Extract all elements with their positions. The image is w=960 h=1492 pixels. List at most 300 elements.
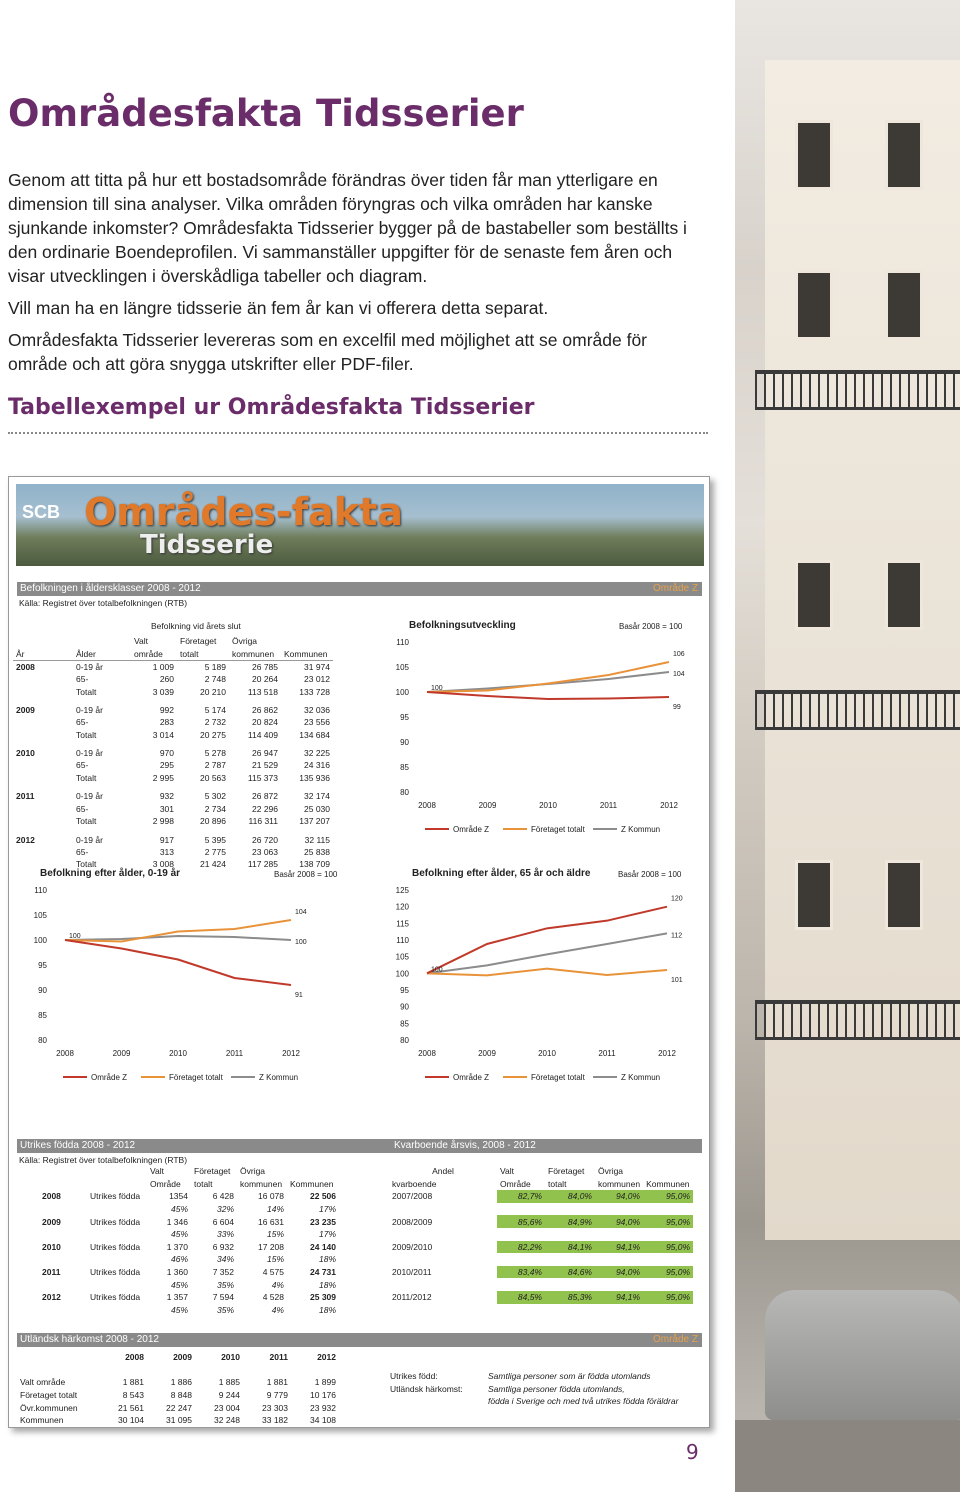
- table-cell: [13, 846, 73, 859]
- table-cell: [195, 1364, 243, 1377]
- table-cell: 17%: [318, 1229, 336, 1240]
- table-cell: 16 631: [258, 1216, 284, 1227]
- table-cell: 23 235: [310, 1216, 336, 1227]
- table-cell: Totalt: [76, 859, 97, 870]
- table-cell: 46%: [170, 1254, 188, 1265]
- series-line-1: [427, 969, 667, 976]
- table-cell: [643, 1304, 693, 1317]
- table-row: [13, 815, 333, 828]
- table-cell: [389, 1253, 497, 1266]
- table-cell: 2009: [16, 704, 35, 715]
- table-cell: 20 896: [200, 816, 226, 827]
- table-row: [13, 802, 333, 815]
- table-cell: 2 998: [152, 816, 174, 827]
- table-cell: 260: [159, 674, 174, 685]
- table-cell: 5 395: [204, 834, 226, 845]
- table-header-row: [17, 1351, 339, 1364]
- table-cell: [545, 1228, 595, 1241]
- table-cell: 23 012: [304, 674, 330, 685]
- column-header: Område: [150, 1178, 181, 1189]
- column-header: 2008: [125, 1352, 144, 1363]
- intro-paragraph: Vill man ha en längre tidsserie än fem år kan vi offerera detta separat.: [8, 298, 549, 318]
- column-header: [39, 1178, 87, 1191]
- y-tick-label: 85: [400, 1019, 409, 1029]
- table-cell: 21 561: [118, 1402, 144, 1413]
- table-cell: 20 210: [200, 686, 226, 697]
- table-cell: 7 352: [212, 1267, 234, 1278]
- table-row: [39, 1266, 339, 1279]
- scb-logo: SCB: [22, 502, 61, 522]
- table-header-row: [389, 1178, 693, 1191]
- column-header: [287, 1165, 339, 1178]
- x-tick-label: 2010: [539, 801, 557, 810]
- table-cell: 2008/2009: [392, 1216, 433, 1227]
- legend-label: Z Kommun: [621, 825, 661, 834]
- table-row: [13, 698, 333, 716]
- table-cell: 94,0%: [595, 1266, 643, 1279]
- table-cell: [497, 1253, 545, 1266]
- table-row: [17, 1389, 339, 1402]
- table-cell: 65-: [76, 760, 89, 771]
- series-line-0: [427, 692, 669, 699]
- x-tick-label: 2012: [282, 1049, 300, 1058]
- table-cell: 94,0%: [595, 1190, 643, 1203]
- table-cell: 2007/2008: [392, 1191, 433, 1202]
- window: [885, 270, 923, 340]
- table-cell: [595, 1228, 643, 1241]
- table-cell: Totalt: [76, 773, 97, 784]
- y-tick-label: 90: [400, 1002, 409, 1012]
- table-cell: 8 848: [170, 1390, 192, 1401]
- table-spacer: [17, 1364, 339, 1377]
- y-tick-label: 105: [33, 911, 47, 920]
- table-cell: Totalt: [76, 686, 97, 697]
- series-line-0: [65, 940, 291, 985]
- table-cell: 95,0%: [643, 1215, 693, 1228]
- table-cell: 5 302: [204, 791, 226, 802]
- column-header: 2010: [221, 1352, 240, 1363]
- window: [795, 560, 833, 630]
- table-cell: 117 285: [247, 859, 278, 870]
- table-cell: 1 886: [170, 1377, 192, 1388]
- table-cell: 32 036: [304, 704, 330, 715]
- column-header: Ålder: [76, 648, 96, 659]
- table-row: [17, 1401, 339, 1414]
- data-label: 91: [295, 992, 303, 999]
- y-tick-label: 95: [400, 713, 409, 722]
- table-cell: 65-: [76, 846, 89, 857]
- table-cell: [497, 1304, 545, 1317]
- table-cell: 82,7%: [497, 1190, 545, 1203]
- balcony-railing: [755, 370, 960, 410]
- definitions: [387, 1370, 685, 1408]
- table-cell: 94,1%: [595, 1291, 643, 1304]
- y-tick-label: 115: [396, 919, 409, 929]
- data-label: 101: [671, 977, 683, 984]
- table-cell: [39, 1278, 87, 1291]
- table-cell: 22 296: [252, 803, 278, 814]
- y-tick-label: 85: [400, 763, 409, 772]
- y-tick-label: 80: [38, 1036, 47, 1045]
- y-tick-label: 110: [396, 936, 409, 945]
- table-cell: 84,5%: [497, 1291, 545, 1304]
- table-cell: 2010: [16, 748, 35, 759]
- table-cell: [39, 1253, 87, 1266]
- table-cell: [497, 1203, 545, 1216]
- window: [795, 860, 833, 930]
- table-cell: 4 528: [262, 1292, 284, 1303]
- column-header: Kommunen: [284, 648, 328, 659]
- table-cell: 23 932: [310, 1402, 336, 1413]
- table-cell: 135 936: [299, 773, 330, 784]
- column-header: Företaget: [548, 1166, 585, 1177]
- table-cell: 32 174: [304, 791, 330, 802]
- column-header: Område: [500, 1178, 531, 1189]
- table-cell: 3 039: [152, 686, 174, 697]
- y-tick-label: 85: [38, 1011, 47, 1020]
- table-cell: [643, 1278, 693, 1291]
- table-cell: 313: [159, 846, 174, 857]
- table-cell: 34 108: [310, 1415, 336, 1426]
- column-header: [87, 1178, 147, 1191]
- chart-note: Basår 2008 = 100: [619, 622, 683, 631]
- data-label: 100: [69, 933, 81, 940]
- table-cell: 26 947: [252, 748, 278, 759]
- y-tick-label: 105: [395, 663, 409, 672]
- table-cell: 0-19 år: [76, 661, 103, 672]
- table-cell: 17%: [318, 1204, 336, 1215]
- table-row: [389, 1190, 693, 1203]
- table-cell: 35%: [216, 1279, 234, 1290]
- table-cell: 4%: [271, 1279, 284, 1290]
- foreign-table-title: Utrikes födda 2008 - 2012: [20, 1140, 136, 1151]
- table-cell: 26 785: [252, 661, 278, 672]
- table-row: [389, 1266, 693, 1279]
- source-label: Källa:: [19, 1155, 41, 1165]
- table-cell: [497, 1228, 545, 1241]
- legend-label: Z Kommun: [621, 1073, 661, 1082]
- table-cell: 85,6%: [497, 1215, 545, 1228]
- ground: [735, 1420, 960, 1492]
- x-tick-label: 2009: [478, 801, 497, 810]
- y-tick-label: 95: [400, 986, 409, 995]
- legend-label: Område Z: [453, 1073, 490, 1082]
- origin-table-header-bar: [17, 1333, 702, 1347]
- table-cell: 84,6%: [545, 1266, 595, 1279]
- table-cell: 25 309: [310, 1292, 336, 1303]
- table-row: [13, 685, 333, 698]
- column-header: kommunen: [232, 648, 275, 659]
- table-cell: [643, 1203, 693, 1216]
- table-cell: Utrikes födda: [90, 1216, 141, 1227]
- legend-label: Område Z: [453, 825, 490, 834]
- table-row: [17, 1376, 339, 1389]
- chart-title: Befolkning efter ålder, 0-19 år: [40, 868, 181, 879]
- intro-paragraph: Genom att titta på hur ett bostadsområde förändras över tiden får man ytterligare en dimension till sina analyser. Vilka områden föryngras och vilka områden har kanske sjunkande inkomster? Områdesfakta Tidsserier bygger på de bastabeller som beställts i den ordinarie Boendeprofilen. Vi sammanställer uppgifter för de senaste fem åren och visar utvecklingen i överskådliga tabeller och diagram.: [8, 170, 687, 286]
- table-cell: Utrikes födda: [90, 1267, 141, 1278]
- table-cell: 7 594: [212, 1292, 234, 1303]
- table-cell: 1354: [169, 1191, 188, 1202]
- table-cell: 22 506: [310, 1191, 336, 1202]
- table-row: [39, 1215, 339, 1228]
- y-tick-label: 95: [38, 961, 47, 970]
- table-cell: [99, 1364, 147, 1377]
- table-cell: 3 014: [152, 729, 174, 740]
- table-cell: [39, 1304, 87, 1317]
- data-label: 112: [671, 932, 683, 940]
- y-tick-label: 125: [395, 886, 409, 895]
- table-cell: 33 182: [262, 1415, 288, 1426]
- y-tick-label: 80: [400, 1036, 409, 1045]
- table-cell: 137 207: [299, 816, 330, 827]
- report-banner: [16, 484, 704, 566]
- source-text: Registret över totalbefolkningen (RTB): [42, 1155, 188, 1165]
- column-header: Övriga: [598, 1166, 624, 1177]
- origin-table-title: Utländsk härkomst 2008 - 2012: [20, 1334, 159, 1345]
- chart-title: Befolkning efter ålder, 65 år och äldre: [412, 868, 591, 879]
- table-cell: 134 684: [299, 729, 330, 740]
- table-cell: 4 575: [262, 1267, 284, 1278]
- age-table-title: Befolkningen i åldersklasser 2008 - 2012: [20, 583, 201, 594]
- column-header: Företaget: [194, 1166, 231, 1177]
- table-cell: 8 543: [122, 1390, 144, 1401]
- table-cell: 26 872: [252, 791, 278, 802]
- x-tick-label: 2010: [538, 1049, 556, 1058]
- table-cell: 22 247: [166, 1402, 192, 1413]
- table-row: [39, 1203, 339, 1216]
- column-header: Valt: [134, 636, 149, 647]
- column-header: totalt: [548, 1178, 567, 1189]
- divider: [8, 432, 708, 435]
- data-label: 104: [295, 909, 307, 916]
- table-row: [389, 1241, 693, 1254]
- chart-note: Basår 2008 = 100: [274, 870, 338, 879]
- column-header: kommunen: [240, 1178, 283, 1189]
- balcony-railing: [755, 1000, 960, 1040]
- table-cell: Totalt: [76, 816, 97, 827]
- table-cell: Utrikes födda: [90, 1191, 141, 1202]
- table-cell: 2 995: [152, 773, 174, 784]
- age-table-header-bar: [17, 582, 702, 596]
- table-cell: Kommunen: [20, 1415, 64, 1426]
- data-label: 100: [431, 685, 443, 692]
- table-cell: [291, 1364, 339, 1377]
- population-chart: [381, 632, 691, 852]
- section-title: Tabellexempel ur Områdesfakta Tidsserier: [8, 395, 535, 420]
- table-cell: 992: [159, 704, 174, 715]
- table-cell: 6 604: [212, 1216, 234, 1227]
- legend-label: Företaget totalt: [531, 825, 585, 834]
- table-row: [39, 1190, 339, 1203]
- table-row: [13, 759, 333, 772]
- table-cell: 26 720: [252, 834, 278, 845]
- table-cell: [545, 1278, 595, 1291]
- definition-row: [387, 1370, 685, 1383]
- x-tick-label: 2008: [418, 801, 436, 810]
- table-cell: 82,2%: [497, 1241, 545, 1254]
- foreign-table-source: [19, 1155, 187, 1165]
- table-cell: 5 174: [204, 704, 226, 715]
- table-cell: 6 428: [212, 1191, 234, 1202]
- table-cell: 20 824: [252, 717, 278, 728]
- table-cell: 24 731: [310, 1267, 336, 1278]
- column-header: Kommunen: [646, 1178, 690, 1189]
- table-row: [39, 1291, 339, 1304]
- foreign-table-header-bar: [17, 1139, 702, 1153]
- table-cell: [13, 729, 73, 742]
- column-header: [73, 635, 131, 648]
- table-spacer: [389, 1253, 693, 1266]
- table-row: [13, 673, 333, 686]
- table-cell: [389, 1304, 497, 1317]
- foreign-born-table: [39, 1165, 339, 1316]
- column-header: Andel: [432, 1166, 454, 1177]
- table-cell: 45%: [170, 1204, 188, 1215]
- building-photo: [735, 0, 960, 1492]
- area-label: Område Z: [652, 1334, 698, 1345]
- table-cell: 21 424: [200, 859, 226, 870]
- table-cell: 295: [159, 760, 174, 771]
- x-tick-label: 2011: [225, 1049, 244, 1058]
- age-table: [13, 635, 333, 871]
- table-row: [39, 1228, 339, 1241]
- table-cell: [13, 759, 73, 772]
- table-cell: 34%: [216, 1254, 234, 1265]
- x-tick-label: 2012: [658, 1049, 676, 1058]
- table-cell: [389, 1228, 497, 1241]
- table-cell: 18%: [318, 1254, 336, 1265]
- table-cell: 45%: [170, 1279, 188, 1290]
- definition-row: [387, 1383, 685, 1396]
- table-cell: 917: [159, 834, 174, 845]
- table-cell: 83,4%: [497, 1266, 545, 1279]
- report-sheet: [8, 476, 710, 1428]
- table-cell: 1 357: [166, 1292, 188, 1303]
- table-cell: Utrikes födda: [90, 1241, 141, 1252]
- y-tick-label: 105: [395, 952, 409, 962]
- table-cell: 970: [159, 748, 174, 759]
- banner-logo-subtitle: Tidsserie: [140, 530, 274, 560]
- table-cell: 2010: [42, 1241, 61, 1252]
- table-cell: 1 899: [314, 1377, 336, 1388]
- table-cell: 20 275: [200, 729, 226, 740]
- banner-logo-title: Områdes-fakta: [84, 490, 403, 534]
- table-cell: 84,9%: [545, 1215, 595, 1228]
- table-cell: Övr.kommunen: [20, 1402, 78, 1413]
- table-cell: [595, 1203, 643, 1216]
- column-header: [17, 1351, 99, 1364]
- table-row: [39, 1278, 339, 1291]
- column-header: Övriga: [232, 636, 258, 647]
- age-65-chart: [379, 880, 699, 1095]
- building-facade: [765, 60, 960, 1240]
- source-label: Källa:: [19, 598, 41, 608]
- table-cell: 23 556: [304, 717, 330, 728]
- table-cell: [13, 716, 73, 729]
- table-cell: 20 563: [200, 773, 226, 784]
- table-cell: [595, 1278, 643, 1291]
- page-title: Områdesfakta Tidsserier: [8, 92, 524, 135]
- table-cell: 84,0%: [545, 1190, 595, 1203]
- legend-label: Företaget totalt: [169, 1073, 223, 1082]
- table-row: [17, 1414, 339, 1427]
- table-cell: [243, 1364, 291, 1377]
- table-cell: 95,0%: [643, 1241, 693, 1254]
- table-cell: 2010/2011: [392, 1267, 432, 1278]
- origin-table: [17, 1351, 339, 1427]
- table-row: [389, 1215, 693, 1228]
- table-cell: [389, 1203, 497, 1216]
- column-header: kvarboende: [392, 1178, 437, 1189]
- table-cell: 113 518: [247, 686, 278, 697]
- y-tick-label: 120: [395, 902, 409, 912]
- table-cell: Utrikes födda: [90, 1292, 141, 1303]
- column-header: totalt: [180, 648, 199, 659]
- table-cell: [87, 1253, 147, 1266]
- table-cell: 6 932: [212, 1241, 234, 1252]
- table-cell: 5 278: [204, 748, 226, 759]
- window: [885, 860, 923, 930]
- table-cell: 2011: [16, 791, 35, 802]
- x-tick-label: 2010: [169, 1049, 187, 1058]
- table-cell: 31 095: [166, 1415, 192, 1426]
- table-cell: 14%: [266, 1204, 284, 1215]
- table-cell: 32 225: [304, 748, 330, 759]
- definition-text: Samtliga personer som är födda utomlands: [488, 1371, 651, 1382]
- table-cell: 2 734: [204, 803, 226, 814]
- table-cell: 114 409: [247, 729, 278, 740]
- column-header: [87, 1165, 147, 1178]
- table-cell: 25 030: [304, 803, 330, 814]
- legend-label: Område Z: [91, 1073, 128, 1082]
- data-label: 106: [673, 651, 685, 658]
- table-cell: 0-19 år: [76, 791, 103, 802]
- table-spacer: [389, 1203, 693, 1216]
- definition-term: Utländsk härkomst:: [390, 1383, 463, 1394]
- table-cell: 1 881: [122, 1377, 144, 1388]
- table-cell: 20 264: [252, 674, 278, 685]
- x-tick-label: 2009: [112, 1049, 131, 1058]
- table-cell: 1 881: [266, 1377, 288, 1388]
- table-cell: [87, 1304, 147, 1317]
- table-cell: 2008: [16, 661, 35, 672]
- column-header: 2012: [317, 1352, 336, 1363]
- x-tick-label: 2011: [598, 1049, 616, 1058]
- column-header: År: [16, 648, 25, 659]
- table-row: [39, 1241, 339, 1254]
- table-cell: 23 303: [262, 1402, 288, 1413]
- table-cell: [545, 1304, 595, 1317]
- table-cell: 4%: [271, 1304, 284, 1315]
- table-cell: 25 838: [304, 846, 330, 857]
- data-label: 100: [295, 939, 307, 946]
- x-tick-label: 2011: [599, 801, 618, 810]
- table-cell: 95,0%: [643, 1291, 693, 1304]
- table-cell: [643, 1228, 693, 1241]
- table-cell: 85,3%: [545, 1291, 595, 1304]
- column-header: kommunen: [598, 1178, 641, 1189]
- definition-row: [387, 1395, 685, 1408]
- table-row: [13, 716, 333, 729]
- column-header: [13, 635, 73, 648]
- table-cell: 0-19 år: [76, 834, 103, 845]
- column-header: Företaget: [180, 636, 217, 647]
- table-cell: [595, 1304, 643, 1317]
- table-cell: 1 360: [166, 1267, 188, 1278]
- car: [765, 1290, 960, 1420]
- series-line-2: [65, 936, 291, 940]
- table-cell: [39, 1228, 87, 1241]
